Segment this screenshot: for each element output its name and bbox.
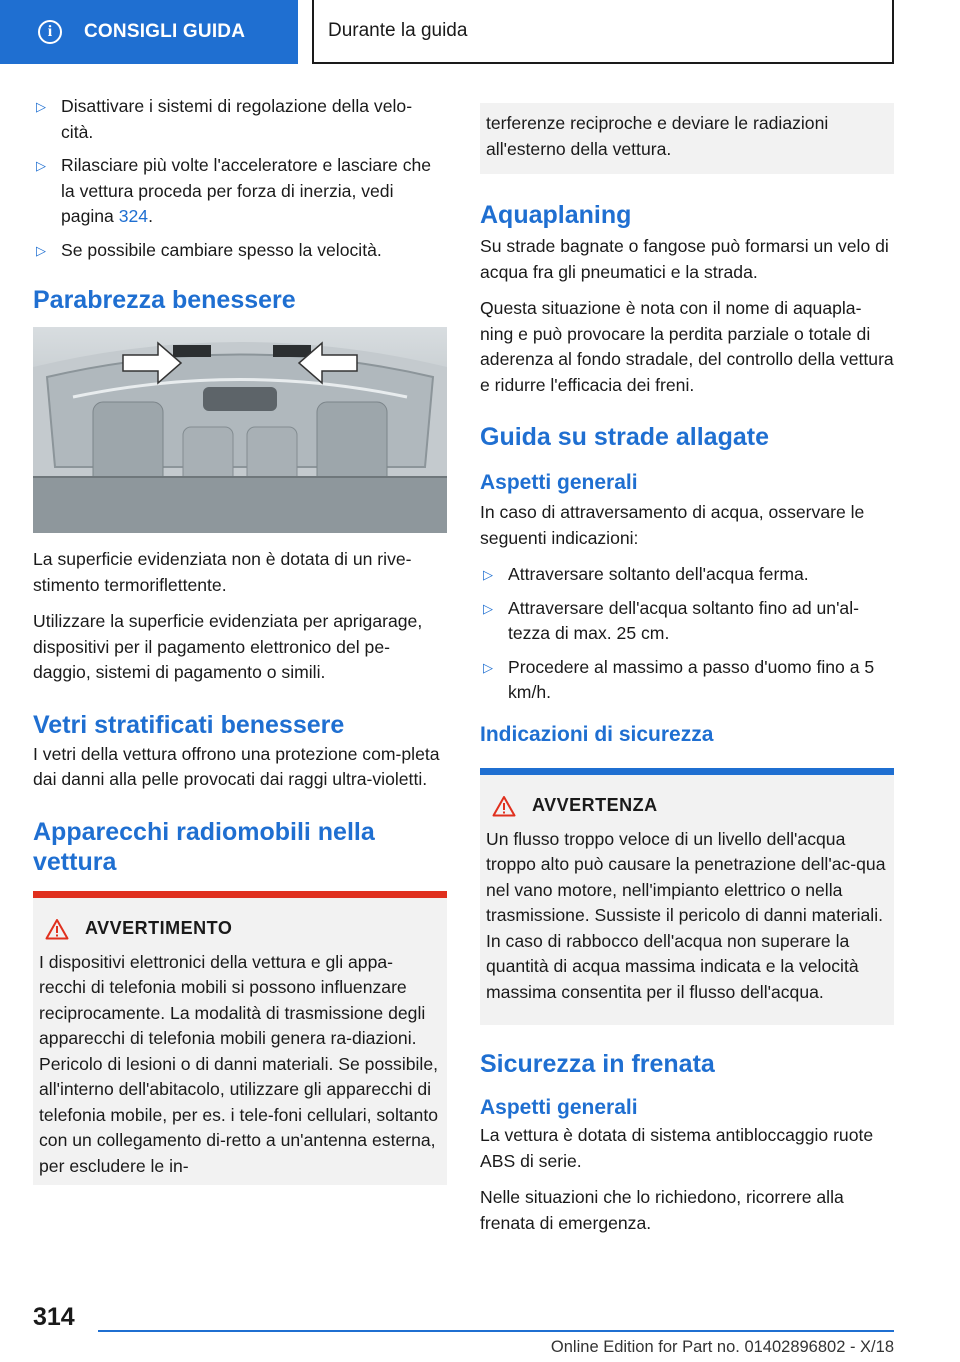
warning-title: AVVERTIMENTO <box>85 918 233 938</box>
list-item <box>33 94 447 145</box>
footer-divider <box>98 1330 894 1332</box>
list-item-text: Attraversare dell'acqua soltanto fino ad un'al-tezza di max. 25 cm. <box>508 597 859 643</box>
paragraph: I vetri della vettura offrono una protezione com-pleta dai danni alla pelle provocati dai raggi ultra-violetti. <box>33 743 440 789</box>
list-item-text-after: . <box>148 206 153 226</box>
heading-vetri: Vetri stratificati benessere <box>33 710 345 739</box>
warning-triangle-icon <box>45 918 69 940</box>
page-number: 314 <box>33 1303 75 1331</box>
list-item-text: Attraversare soltanto dell'acqua ferma. <box>508 564 809 584</box>
warning-text: Un flusso troppo veloce di un livello dell'acqua troppo alto può causare la penetrazione dell'ac-qua nel vano motore, nell'impianto elettrico o nella trasmissione. Sussiste il pericolo di danni materiali. In caso di rabbocco dell'acqua non superare la quantità di acqua massima indicata e la velocità massima consentita per il flusso dell'acqua. <box>486 828 886 1002</box>
triangle-bullet-icon: ▷ <box>36 158 46 173</box>
section-title-text: Durante la guida <box>328 20 468 41</box>
paragraph: Questa situazione è nota con il nome di aquapla-ning e può provocare la perdita parziale o totale di aderenza al fondo stradale, del controllo della vettura e ridurre l'efficacia dei freni. <box>480 298 894 395</box>
paragraph: Utilizzare la superficie evidenziata per aprigarage, dispositivi per il pagamento elettronico del pe-daggio, sistemi di pagamento o simili. <box>33 611 423 682</box>
triangle-bullet-icon: ▷ <box>483 567 493 582</box>
triangle-bullet-icon: ▷ <box>483 659 493 675</box>
paragraph: La superficie evidenziata non è dotata di un rive-stimento termoriflettente. <box>33 549 412 595</box>
paragraph: In caso di attraversamento di acqua, osservare le seguenti indicazioni: <box>480 502 865 548</box>
triangle-bullet-icon: ▷ <box>36 242 46 258</box>
edition-info: Online Edition for Part no. 01402896802 - X/18 <box>550 1338 894 1356</box>
warning-continuation <box>480 103 894 174</box>
bullet-list-allagate <box>480 562 894 706</box>
heading-aspetti-generali: Aspetti generali <box>480 471 638 494</box>
triangle-bullet-icon: ▷ <box>36 99 46 114</box>
warning-title: AVVERTENZA <box>532 795 658 815</box>
list-item-text: Rilasciare più volte l'acceleratore e lasciare che la vettura proceda per forza di inerzia, vedi pagina <box>61 155 432 226</box>
list-item <box>33 238 447 264</box>
warning-bar <box>33 891 447 898</box>
warning-box <box>480 768 894 1026</box>
heading-parabrezza: Parabrezza benessere <box>33 286 296 314</box>
heading-sicurezza: Indicazioni di sicurezza <box>480 722 714 746</box>
warning-triangle-icon <box>492 795 516 817</box>
triangle-bullet-icon: ▷ <box>483 600 493 616</box>
warning-box <box>33 891 447 1186</box>
section-tab[interactable] <box>0 0 298 64</box>
heading-frenata: Sicurezza in frenata <box>480 1050 715 1078</box>
list-item <box>480 596 894 647</box>
heading-allagate: Guida su strade allagate <box>480 423 769 451</box>
warning-continuation-text: terferenze reciproche e deviare le radiazioni all'esterno della vettura. <box>486 113 829 159</box>
right-column <box>480 103 894 1247</box>
list-item <box>480 562 894 588</box>
paragraph: Nelle situazioni che lo richiedono, ricorrere alla frenata di emergenza. <box>480 1187 844 1233</box>
paragraph: Su strade bagnate o fangose può formarsi un velo di acqua fra gli pneumatici e la strada. <box>480 236 889 282</box>
list-item-text: Procedere al massimo a passo d'uomo fino a 5 km/h. <box>508 656 875 702</box>
heading-radiomobili: Apparecchi radiomobili nella vettura <box>33 817 375 876</box>
list-item <box>33 153 447 230</box>
heading-aquaplaning: Aquaplaning <box>480 201 632 229</box>
list-item-text: Disattivare i sistemi di regolazione della velo- cità. <box>61 96 413 142</box>
paragraph: La vettura è dotata di sistema antibloccaggio ruote ABS di serie. <box>480 1125 874 1171</box>
left-column <box>33 94 447 1185</box>
bullet-list-top <box>33 94 447 263</box>
section-title <box>312 0 894 64</box>
heading-aspetti-generali: Aspetti generali <box>480 1096 638 1119</box>
list-item-text: Se possibile cambiare spesso la velocità. <box>61 239 382 260</box>
windshield-image <box>33 327 447 533</box>
warning-bar <box>480 768 894 775</box>
section-tab-label: CONSIGLI GUIDA <box>84 21 246 42</box>
info-icon: i <box>38 20 62 44</box>
list-item <box>480 655 894 706</box>
page-link[interactable]: 324 <box>118 206 149 226</box>
warning-text: I dispositivi elettronici della vettura e gli appa-recchi di telefonia mobili si possono influenzare reciprocamente. La modalità di trasmissione degli apparecchi di telefonia mobili genera ra-diazioni. Pericolo di lesioni o di danni materiali. Se possibile, all'interno dell'abitacolo, utilizzare gli apparecchi di telefonia mobile, per es. i tele-foni cellulari, soltanto con un collegamento di-retto a un'antenna esterna, per escludere le in- <box>39 951 439 1176</box>
